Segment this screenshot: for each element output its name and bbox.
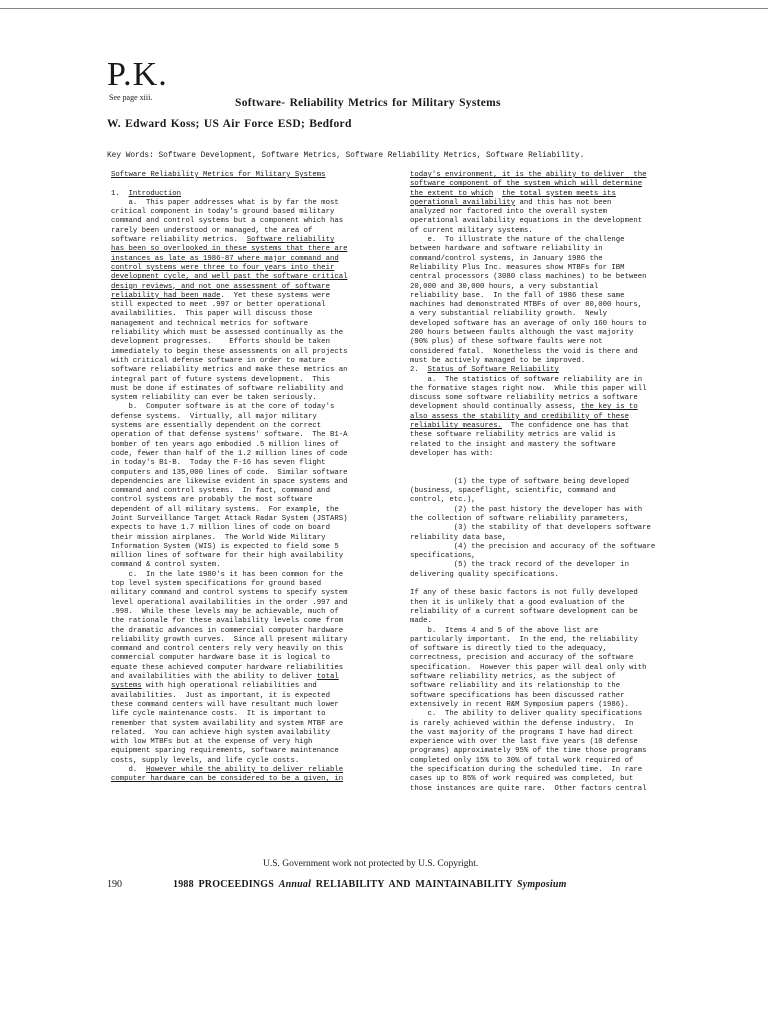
text-line — [111, 217, 347, 226]
text-segment: analyzed nor factored into the overall system — [410, 208, 608, 217]
text-segment: (4) the precision and accuracy of the software — [410, 542, 656, 551]
text-line — [410, 301, 655, 310]
text-line — [410, 534, 655, 543]
text-segment: considered fatal. Nonetheless the void is there and — [410, 347, 638, 356]
text-line — [111, 338, 347, 347]
text-segment: machines had demonstrated MTBFs of over 80,000 hours, — [410, 301, 643, 310]
underlined-text: instances as late as 1986-87 where major command and — [111, 254, 339, 263]
text-segment: correctness, precision and accuracy of the software — [410, 654, 634, 663]
text-line — [111, 720, 347, 729]
text-line — [111, 654, 347, 663]
text-segment: expects to have 1.7 million lines of code on board — [111, 524, 330, 533]
text-line — [111, 524, 347, 533]
text-line — [111, 385, 347, 394]
text-line — [111, 692, 347, 701]
text-line — [111, 571, 347, 580]
text-line — [111, 292, 347, 301]
text-line — [111, 589, 347, 598]
text-line — [111, 636, 347, 645]
text-segment: 20,000 and 30,000 hours, a very substantial — [410, 282, 599, 291]
underlined-text: systems — [111, 682, 142, 691]
text-segment: their mission airplanes. The World Wide Military — [111, 533, 326, 542]
text-line — [410, 283, 655, 292]
underlined-text: design reviews, and not one assessment of software — [111, 282, 330, 291]
text-line — [111, 301, 347, 310]
text-segment: . Yet these systems were — [220, 291, 330, 300]
underlined-text: the key is to — [580, 403, 638, 412]
text-segment: reliability of a current software development can be — [410, 607, 638, 616]
text-line — [410, 747, 655, 756]
text-segment: delivering quality specifications. — [410, 570, 559, 579]
text-segment: still expected to meet .997 or better operational — [111, 301, 326, 310]
text-segment: life cycle maintenance costs. It is important to — [111, 710, 326, 719]
text-segment: management and technical metrics for software — [111, 319, 309, 328]
text-segment: reliability base. In the fall of 1986 these same — [410, 291, 625, 300]
text-line — [111, 701, 347, 710]
page-footer — [107, 879, 667, 891]
text-line — [111, 376, 347, 385]
text-segment: the specification during the scheduled time. In rare — [410, 766, 643, 774]
text-line — [410, 589, 655, 598]
text-line — [410, 599, 655, 608]
text-segment: between hardware and software reliability in — [410, 245, 603, 254]
text-line — [111, 710, 347, 719]
text-line — [410, 264, 655, 273]
underlined-text: However while the ability to deliver reliable — [146, 766, 344, 774]
text-line — [111, 171, 347, 180]
text-line — [111, 552, 347, 561]
text-segment: these software reliability metrics are valid is — [410, 431, 616, 440]
text-line — [111, 673, 347, 682]
text-segment: level operational availabilities in the order .997 and — [111, 598, 348, 607]
text-line — [410, 469, 655, 478]
text-segment: 1. — [111, 189, 129, 198]
text-segment: reliability growth curves. Since all present military — [111, 635, 348, 644]
text-segment: rarely been understood or managed, the area of — [111, 226, 313, 235]
underlined-text: Status of Software Reliability — [427, 366, 559, 375]
text-line — [111, 450, 347, 459]
text-line — [410, 515, 655, 524]
text-line — [410, 673, 655, 682]
text-segment: 200 hours between faults although the vast majority — [410, 329, 634, 338]
text-segment — [493, 190, 502, 198]
proceedings-line — [173, 879, 567, 891]
text-line — [410, 571, 655, 580]
text-line — [111, 264, 347, 273]
text-line — [111, 180, 347, 189]
text-line — [111, 580, 347, 589]
text-line — [111, 775, 347, 784]
text-line — [111, 190, 347, 199]
text-segment: e. To illustrate the nature of the challenge — [410, 236, 625, 245]
text-line — [410, 757, 655, 766]
underlined-text: software component of the system which will determine — [410, 180, 643, 189]
text-line — [410, 199, 655, 208]
text-segment: experience with over the last five years (10 defense — [410, 738, 638, 747]
text-segment: code, fewer than half of the 1.2 million lines of code — [111, 449, 348, 458]
text-line — [410, 273, 655, 282]
keywords-line: Key Words: Software Development, Software Metrics, Software Reliability Metrics, Software Reliability. — [107, 152, 585, 160]
text-segment: systems are essentially dependent on the correct — [111, 422, 322, 431]
text-line — [111, 506, 347, 515]
text-line — [111, 394, 347, 403]
text-segment: these command centers will have resultant much lower — [111, 700, 339, 709]
text-segment: operational availability equations in the development — [410, 217, 643, 226]
text-line — [410, 431, 655, 440]
text-segment: reliability which must be assessed continually as the — [111, 329, 344, 338]
text-segment: availabilities. This paper will discuss those — [111, 310, 313, 319]
text-segment: Information System (WIS) is expected to field some 5 — [111, 542, 339, 551]
text-line — [410, 190, 655, 199]
text-segment: extensively in recent R&M Symposium papers (1986). — [410, 700, 629, 709]
text-line — [111, 348, 347, 357]
text-segment: and this has not been — [515, 198, 612, 207]
proceedings-middle: RELIABILITY AND MAINTAINABILITY — [311, 879, 518, 890]
text-segment: (5) the track record of the developer in — [410, 561, 629, 570]
text-line — [410, 320, 655, 329]
underlined-text: total — [316, 673, 339, 682]
text-line — [410, 357, 655, 366]
text-line — [111, 403, 347, 412]
text-segment: military command and control systems to specify system — [111, 589, 348, 598]
text-segment: programs) approximately 95% of the time those programs — [410, 747, 647, 756]
underlined-text: also assess the stability and credibility of these — [410, 412, 629, 421]
text-segment: software reliability and its relationship to the — [410, 682, 621, 691]
text-segment: developer has with: — [410, 449, 494, 458]
text-segment: d. — [111, 766, 147, 774]
text-segment: a. This paper addresses what is by far the most — [111, 198, 339, 207]
underlined-text: reliability had been made — [111, 291, 221, 300]
text-segment: Joint Surveillance Target Attack Radar System (JSTARS) — [111, 514, 348, 523]
page-number: 190 — [107, 879, 122, 890]
text-segment: (business, spaceflight, scientific, command and — [410, 487, 616, 496]
text-segment: immediately to begin these assessments on all projects — [111, 347, 348, 356]
text-line — [111, 273, 347, 282]
text-segment: equipment sparing requirements, software maintenance — [111, 747, 339, 756]
text-segment: c. In the late 1980's it has been common for the — [111, 570, 344, 579]
text-line — [410, 171, 655, 180]
text-segment: a very substantial reliability growth. Newly — [410, 310, 608, 319]
text-segment: of current military systems. — [410, 226, 533, 235]
text-line — [111, 664, 347, 673]
text-line — [111, 236, 347, 245]
text-line — [410, 208, 655, 217]
text-line — [111, 283, 347, 292]
text-segment: remember that system availability and system MTBF are — [111, 719, 344, 728]
text-segment: (3) the stability of that developers software — [410, 524, 651, 533]
text-line — [410, 524, 655, 533]
text-line — [111, 413, 347, 422]
text-line — [410, 292, 655, 301]
text-line — [111, 599, 347, 608]
paper-title: Software- Reliability Metrics for Military Systems — [235, 97, 501, 109]
text-line — [111, 199, 347, 208]
text-segment: operation of that defense systems' software. The B1-A — [111, 431, 348, 440]
text-line — [410, 701, 655, 710]
text-line — [410, 617, 655, 626]
text-segment: the formative stages right now. While this paper will — [410, 384, 647, 393]
text-segment: the rationale for these availability levels come from — [111, 617, 344, 626]
text-line — [410, 627, 655, 636]
text-segment: discuss some software reliability metrics a software — [410, 394, 638, 403]
text-segment: software reliability metrics and make these metrics an — [111, 366, 348, 375]
text-segment: availabilities. Just as important, it is expected — [111, 691, 330, 700]
text-segment: command/control systems, in January 1986 the — [410, 254, 603, 263]
text-line — [410, 394, 655, 403]
text-segment: developed software has an average of only 160 hours to — [410, 319, 647, 328]
underlined-text: Introduction — [128, 189, 182, 198]
text-line — [410, 413, 655, 422]
text-line — [111, 543, 347, 552]
text-line — [111, 245, 347, 254]
text-segment: b. Computer software is at the core of today's — [111, 403, 335, 412]
text-line — [111, 766, 347, 775]
text-line — [111, 515, 347, 524]
text-line — [111, 208, 347, 217]
text-segment: specification. However this paper will deal only with — [410, 663, 647, 672]
text-line — [410, 496, 655, 505]
text-segment: with high operational reliabilities and — [141, 682, 317, 691]
underlined-text: today's environment, it is the ability to deliver the — [410, 171, 647, 179]
text-line — [111, 366, 347, 375]
proceedings-annual: Annual — [278, 879, 312, 890]
text-segment: costs, supply levels, and life cycle costs. — [111, 756, 300, 765]
text-segment: dependencies are likewise evident in space systems and — [111, 477, 348, 486]
text-line — [410, 645, 655, 654]
text-line — [111, 645, 347, 654]
text-segment: (2) the past history the developer has with — [410, 505, 643, 514]
text-line — [410, 506, 655, 515]
text-line — [111, 459, 347, 468]
text-line — [111, 682, 347, 691]
text-line — [111, 534, 347, 543]
text-segment: computers and 135,000 lines of code. Similar software — [111, 468, 348, 477]
text-segment: If any of these basic factors is not fully developed — [410, 589, 638, 598]
text-line — [410, 561, 655, 570]
text-segment: with critical defense software in order to mature — [111, 356, 326, 365]
text-line — [410, 459, 655, 468]
text-line — [410, 338, 655, 347]
text-segment: command & control system. — [111, 561, 221, 570]
text-segment: bomber of ten years ago embodied .5 million lines of — [111, 440, 339, 449]
text-line — [410, 654, 655, 663]
text-line — [111, 757, 347, 766]
text-segment: central processors (3080 class machines) to be between — [410, 273, 647, 282]
text-segment: must be actively managed to be improved. — [410, 356, 586, 365]
text-segment: the collection of software reliability parameters, — [410, 514, 629, 523]
text-line — [410, 385, 655, 394]
text-segment: commercial computer hardware base it is logical to — [111, 654, 330, 663]
text-line — [111, 469, 347, 478]
text-line — [410, 580, 655, 589]
text-line — [410, 664, 655, 673]
text-segment: with low MTBFs but at the expense of very high — [111, 738, 313, 747]
initials-stamp: P.K. — [107, 56, 168, 93]
text-segment: 2. — [410, 366, 428, 375]
underlined-text: control systems were three to four years into their — [111, 263, 335, 272]
text-segment: development should continually assess, — [410, 403, 581, 412]
underlined-text: the extent to which — [410, 189, 494, 198]
text-segment: c. The ability to deliver quality specifications — [410, 710, 643, 719]
underlined-text: operational availability — [410, 198, 516, 207]
text-line — [410, 236, 655, 245]
text-line — [111, 431, 347, 440]
text-line — [111, 422, 347, 431]
text-line — [111, 738, 347, 747]
text-segment: (90% plus) of these software faults were not — [410, 338, 603, 347]
text-line — [410, 729, 655, 738]
text-segment: reliability data base, — [410, 533, 507, 542]
text-line — [410, 366, 655, 375]
text-line — [111, 496, 347, 505]
text-line — [410, 422, 655, 431]
text-segment: related. You can achieve high system availability — [111, 728, 330, 737]
copyright-notice: U.S. Government work not protected by U.S. Copyright. — [263, 859, 479, 869]
text-line — [410, 255, 655, 264]
text-segment: then it is unlikely that a good evaluation of the — [410, 598, 625, 607]
text-line — [111, 561, 347, 570]
text-line — [111, 627, 347, 636]
text-segment: dependent of all military systems. For example, the — [111, 505, 339, 514]
text-line — [111, 729, 347, 738]
text-segment: command and control systems. In fact, command and — [111, 487, 330, 496]
text-segment: and availabilities with the ability to deliver — [111, 673, 317, 682]
text-line — [410, 710, 655, 719]
text-line — [111, 747, 347, 756]
text-line — [410, 636, 655, 645]
underlined-text: development cycle, and well past the software critical — [111, 273, 348, 282]
text-line — [410, 720, 655, 729]
text-segment: completed only 15% to 30% of total work required of — [410, 756, 634, 765]
author-line: W. Edward Koss; US Air Force ESD; Bedford — [107, 118, 352, 130]
text-segment: specifications, — [410, 552, 476, 561]
text-segment: of software is directly tied to the adequacy, — [410, 645, 608, 654]
text-line — [410, 217, 655, 226]
text-line — [410, 692, 655, 701]
text-segment: the vast majority of the programs I have had direct — [410, 728, 634, 737]
text-segment: critical component in today's ground based military — [111, 208, 335, 217]
text-segment: equate these achieved computer hardware reliabilities — [111, 663, 344, 672]
text-line — [410, 227, 655, 236]
text-segment: the dramatic advances in commercial computer hardware — [111, 626, 344, 635]
text-line — [111, 310, 347, 319]
text-line — [410, 487, 655, 496]
text-line — [410, 310, 655, 319]
text-segment: related to the insight and mastery the software — [410, 440, 616, 449]
text-segment: control systems are probably the most software — [111, 496, 313, 505]
text-segment: command and control systems but a component which has — [111, 217, 344, 226]
text-segment: Reliability Plus Inc. measures show MTBFs for IBM — [410, 263, 625, 272]
text-line — [111, 608, 347, 617]
text-line — [410, 543, 655, 552]
text-line — [410, 766, 655, 775]
right-column — [410, 171, 655, 794]
text-line — [111, 255, 347, 264]
text-line — [111, 329, 347, 338]
text-line — [410, 376, 655, 385]
text-line — [410, 329, 655, 338]
text-segment: software reliability metrics, as the subject of — [410, 673, 616, 682]
text-line — [410, 608, 655, 617]
text-segment: cases up to 85% of work required was completed, but — [410, 775, 634, 784]
text-line — [410, 682, 655, 691]
text-segment: command and control centers rely very heavily on this — [111, 645, 344, 654]
text-line — [410, 441, 655, 450]
left-column — [111, 171, 347, 785]
text-segment: is rarely achieved within the defense industry. In — [410, 719, 634, 728]
text-segment: defense systems. Virtually, all major military — [111, 412, 317, 421]
text-line — [111, 487, 347, 496]
text-segment: control, etc.), — [410, 496, 476, 505]
top-rule — [0, 8, 768, 9]
text-line — [410, 450, 655, 459]
text-segment: million lines of software for their high availability — [111, 552, 344, 561]
proceedings-prefix: 1988 PROCEEDINGS — [173, 879, 279, 890]
text-segment: integral part of future systems development. This — [111, 375, 330, 384]
text-segment: system reliability can ever be taken seriously. — [111, 394, 317, 403]
text-line — [111, 441, 347, 450]
text-line — [111, 357, 347, 366]
text-line — [410, 180, 655, 189]
text-line — [111, 320, 347, 329]
text-segment: .998. While these levels may be achievable, much of — [111, 607, 339, 616]
text-segment: top level system specifications for ground based — [111, 580, 322, 589]
text-segment: in today's B1-B. Today the F-16 has seven flight — [111, 459, 326, 468]
text-segment: particularly important. In the end, the reliability — [410, 635, 638, 644]
text-line — [410, 738, 655, 747]
text-line — [410, 552, 655, 561]
text-line — [410, 348, 655, 357]
text-line — [410, 785, 655, 794]
text-segment: The confidence one has that — [501, 422, 629, 431]
text-line — [410, 478, 655, 487]
text-segment: software reliability metrics. — [111, 236, 247, 245]
text-line — [111, 227, 347, 236]
underlined-text: computer hardware can be considered to be a given, in — [111, 775, 344, 784]
text-line — [410, 775, 655, 784]
text-segment: those instances are quite rare. Other factors central — [410, 784, 647, 793]
text-segment: development progresses. Efforts should be taken — [111, 338, 330, 347]
underlined-text: has been so overlooked in these systems that there are — [111, 245, 348, 254]
text-segment: made. — [410, 617, 432, 626]
underlined-text: Software reliability — [246, 236, 335, 245]
text-segment: b. Items 4 and 5 of the above list are — [410, 626, 599, 635]
proceedings-symposium: Symposium — [517, 879, 567, 890]
underlined-text: Software Reliability Metrics for Military Systems — [111, 171, 326, 179]
underlined-text: the total system meets its — [501, 189, 616, 198]
text-segment: software specifications has been discussed rather — [410, 691, 625, 700]
text-line — [111, 617, 347, 626]
see-page-note: See page xiii. — [109, 93, 153, 102]
text-segment: must be done if estimates of software reliability and — [111, 384, 344, 393]
text-segment: (1) the type of software being developed — [410, 477, 629, 486]
text-segment: a. The statistics of software reliability are in — [410, 375, 643, 384]
text-line — [410, 245, 655, 254]
text-line — [111, 478, 347, 487]
text-line — [410, 403, 655, 412]
underlined-text: reliability measures. — [410, 422, 502, 431]
